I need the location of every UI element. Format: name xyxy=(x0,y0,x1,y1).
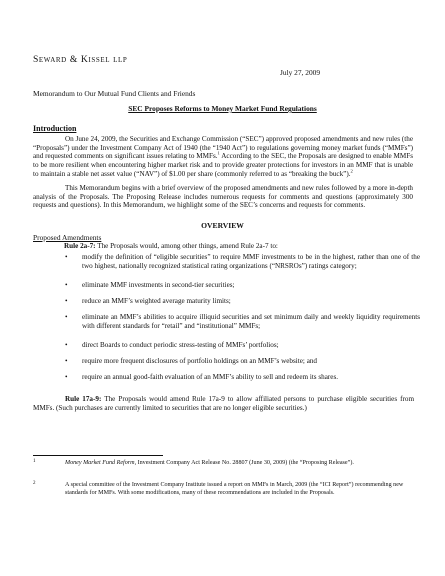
footnote-text xyxy=(65,459,413,467)
rule-17a9-label: Rule 17a-9: xyxy=(65,395,102,403)
intro-p1-part-b: According to the SEC, the Proposals are designed to enable MMFs to be more resilient when encountering higher market risk and to provide greater protections for investors in an MMF that is unable to maintain a stable net asset value (“NAV”) of $1.00 per share (commonly referred to as “breaking the buck”). xyxy=(33,152,413,178)
rule-2a7-intro xyxy=(64,242,414,251)
footnote-number: 1 xyxy=(33,459,36,464)
bullet-item xyxy=(65,281,420,290)
firm-name: Seward & Kissel llp xyxy=(33,54,128,65)
memo-recipient: Memorandum to Our Mutual Fund Clients and Friends xyxy=(33,89,196,98)
bullet-item xyxy=(65,357,420,366)
bullet-text: modify the definition of “eligible securities” to require MMF investments to be in the highest, rather than one of the two highest, nationally recognized statistical rating organizations (“NRSROs”) ratings category; xyxy=(82,253,420,270)
footnote-release-title: Money Market Fund Reform xyxy=(65,460,135,466)
bullet-icon: • xyxy=(65,341,68,349)
introduction-heading: Introduction xyxy=(33,124,77,133)
introduction-paragraph-1 xyxy=(33,135,413,179)
bullet-text: direct Boards to conduct periodic stress-testing of MMFs’ portfolios; xyxy=(82,341,279,349)
rule-17a9-text: The Proposals would amend Rule 17a-9 to allow affiliated persons to purchase eligible securities from MMFs. (Such purchases are currently limited to securities that are no longer eligible securities.) xyxy=(33,395,415,412)
bullet-text: require an annual good-faith evaluation of an MMF’s ability to sell and redeem its shares. xyxy=(82,373,339,381)
footnote-divider xyxy=(33,455,163,456)
bullet-icon: • xyxy=(65,357,68,365)
footnote-text xyxy=(65,481,413,497)
proposed-amendments-heading: Proposed Amendments xyxy=(33,233,102,242)
rule-17a9-paragraph xyxy=(33,395,414,412)
bullet-icon: • xyxy=(65,281,68,289)
rule-2a7-label: Rule 2a-7: xyxy=(64,242,96,250)
overview-heading: OVERVIEW xyxy=(201,221,244,230)
rule-2a7-text: The Proposals would, among other things, amend Rule 2a-7 to: xyxy=(95,242,278,250)
bullet-icon: • xyxy=(65,313,68,321)
memo-date: July 27, 2009 xyxy=(280,68,321,77)
bullet-text: eliminate an MMF’s abilities to acquire illiquid securities and set minimum daily and weekly liquidity requirements with different standards for “retail” and “institutional” MMFs; xyxy=(82,313,420,330)
bullet-icon: • xyxy=(65,253,68,261)
footnote-body: A special committee of the Investment Company Institute issued a report on MMFs in March, 2009 (the “ICI Report”) recommending new standards for MMFs. With some modifications, many of these recommendations are included in the Proposals. xyxy=(65,482,404,497)
footnote-body: , Investment Company Act Release No. 28807 (June 30, 2009) (the “Proposing Release”). xyxy=(134,460,354,466)
intro-p1-part-a: On June 24, 2009, the Securities and Exchange Commission (“SEC”) approved proposed amendments and new rules (the “Proposals”) under the Investment Company Act of 1940 (the “1940 Act”) to regulations governing money market funds (“MMFs”) and requested comments on significant issues relating to MMFs. xyxy=(33,135,413,161)
memo-title: SEC Proposes Reforms to Money Market Fund Regulations xyxy=(128,104,317,113)
footnote-number: 2 xyxy=(33,481,36,486)
footnote-ref-1[interactable]: 1 xyxy=(217,151,220,157)
bullet-text: reduce an MMF’s weighted average maturity limits; xyxy=(82,297,231,305)
bullet-icon: • xyxy=(65,373,68,381)
bullet-item xyxy=(65,297,420,306)
footnote-2 xyxy=(33,481,413,497)
bullet-item xyxy=(65,341,420,350)
bullet-item xyxy=(65,253,420,270)
footnote-1 xyxy=(33,459,413,467)
footnote-ref-2[interactable]: 2 xyxy=(350,168,353,174)
bullet-text: require more frequent disclosures of portfolio holdings on an MMF’s website; and xyxy=(82,357,318,365)
bullet-item xyxy=(65,373,420,382)
bullet-text: eliminate MMF investments in second-tier securities; xyxy=(82,281,235,289)
introduction-paragraph-2: This Memorandum begins with a brief overview of the proposed amendments and new rules followed by a more in-depth analysis of the Proposals. The Proposing Release includes numerous requests for comments and questions (approximately 300 requests and questions). In this Memorandum, we highlight some of the SEC’s concerns and requests for comments. xyxy=(33,184,413,210)
bullet-item xyxy=(65,313,420,330)
bullet-icon: • xyxy=(65,297,68,305)
